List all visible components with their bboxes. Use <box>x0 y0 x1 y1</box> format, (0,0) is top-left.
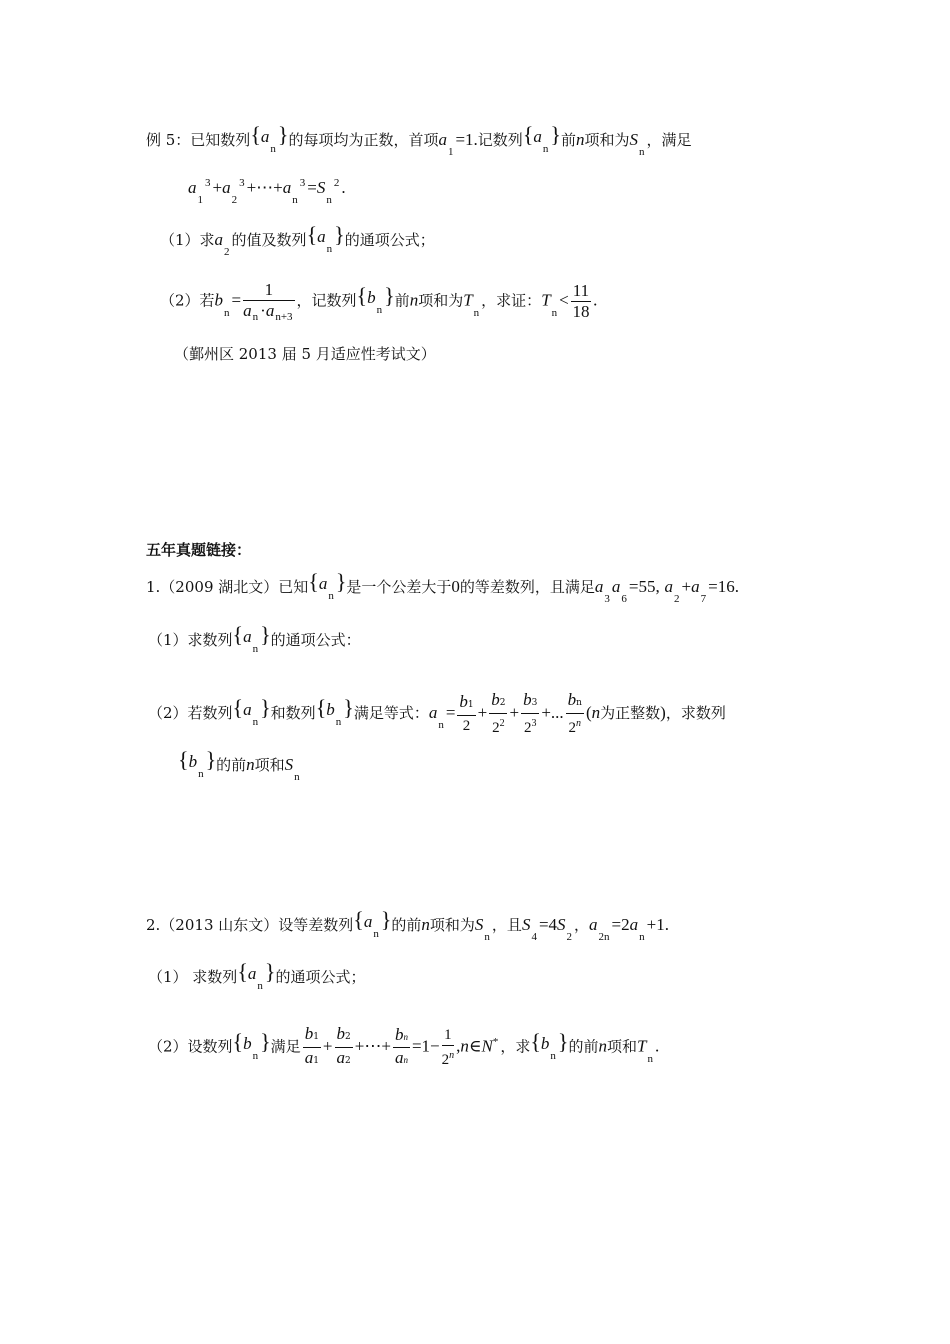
example5-line1: 例 5：已知数列$\{a_n\}$的每项均为正数，首项$a_1=1$.记数列$\{a_n\}$前n项和为$S_n$，满足 <box>146 122 692 158</box>
example5-source: （鄞州区 2013 届 5 月适应性考试文） <box>174 345 436 363</box>
text: （1）求数列 <box>148 631 233 649</box>
text: ，求数列 <box>665 704 726 722</box>
example5-sub2: （2）若$b_n=$ $\frac{1}{a_n \cdot a_{n+3}}$ ，记数列$\{b_n\}$前n项和为$T_n$，求证：$T_n<$ $\frac{11}{18}$ . <box>160 280 598 323</box>
text: 1.（2009 湖北文）已知 <box>146 578 309 596</box>
text: 的通项公式； <box>344 231 435 249</box>
text: 前 <box>560 131 576 149</box>
text: （1） 求数列 <box>148 968 238 986</box>
text: ，且 <box>491 916 522 934</box>
text: 项和为 <box>418 291 464 310</box>
text: （2）设数列 <box>148 1037 233 1056</box>
problem2-sub1: （1） 求数列$\{a_n\}$的通项公式； <box>148 959 366 992</box>
text: 项和为 <box>429 916 475 934</box>
example5-lead: 例 5：已知数列 <box>146 131 251 149</box>
problem1-line1: 1.（2009 湖北文）已知$\{a_n\}$是一个公差大于0的等差数列，且满足$a_3a_6=55$, $a_2+a_7=16$. <box>146 569 739 605</box>
text: ，满足 <box>646 131 692 149</box>
text: 项和 <box>254 756 285 774</box>
text: 的前 <box>568 1037 599 1056</box>
text: 是一个公差大于 <box>346 578 452 596</box>
problem2-sub2: （2）设数列$\{b_n\}$满足 $\frac{b1}{a1}$ + $\frac{b2}{a2}$ +⋯+ $\frac{bn}{an}$ =1− $\frac{1}{2^n}$ ,n∈N* ，求$\{b_n\}$的前n项和$T_n$. <box>148 1024 660 1068</box>
text: ，求证： <box>481 291 542 310</box>
text: （2）若 <box>160 291 215 310</box>
text: 的值及数列 <box>231 231 307 249</box>
formula: $\{a_n\}$ <box>522 122 561 155</box>
problem1-sub2: （2）若数列$\{a_n\}$和数列$\{b_n\}$满足等式：$a_n=$ $\frac{b1}{2}$ + $\frac{b2}{2^2}$ + $\frac{b3}{2^3}$ +... $\frac{bn}{2^n}$ (n为正整数)，求数列 <box>148 690 726 736</box>
text: 的前 <box>391 916 422 934</box>
text: （2）若数列 <box>148 704 233 722</box>
problem2-line1: 2.（2013 山东文）设等差数列$\{a_n\}$的前n项和为$S_n$，且$S_4=4S_2$，$a_{2n}=2a_n+1$. <box>146 907 669 943</box>
text: ，记数列 <box>296 291 357 310</box>
text: 的等差数列，且满足 <box>459 578 595 596</box>
text: 的通项公式； <box>275 968 366 986</box>
problem1-sub1: （1）求数列$\{a_n\}$的通项公式： <box>148 622 361 655</box>
text: 记数列 <box>477 131 523 149</box>
problem1-sub2-cont: $\{b_n\}$的前n项和$S_n$ <box>178 747 300 783</box>
example5-sub1: （1）求$a_2$的值及数列$\{a_n\}$的通项公式； <box>160 222 435 258</box>
text: 项和 <box>606 1037 637 1056</box>
formula: $\{a_n\}$ <box>250 122 289 155</box>
section-heading: 五年真题链接： <box>146 541 252 559</box>
formula: a <box>438 130 447 149</box>
text: ，求 <box>500 1037 531 1056</box>
text: 前 <box>394 291 410 310</box>
text: 项和为 <box>584 131 630 149</box>
text: 的前 <box>216 756 247 774</box>
text: 满足 <box>270 1037 301 1056</box>
text: 和数列 <box>270 704 316 722</box>
fraction: $\frac{11}{18}$ <box>572 281 590 321</box>
text: ， <box>574 916 590 934</box>
example5-line2: $a_1^3 +a_2^3$ $+\cdots+a_n^3 =S_n^2$ . <box>188 177 346 206</box>
text: 的每项均为正数，首项 <box>288 131 439 149</box>
text: 满足等式： <box>353 704 429 722</box>
fraction: $\frac{1}{a_n \cdot a_{n+3}}$ <box>243 280 293 323</box>
text: （1）求 <box>160 231 215 249</box>
text: 为正整数 <box>600 704 661 722</box>
text: 2.（2013 山东文）设等差数列 <box>146 916 354 934</box>
text: 的通项公式： <box>270 631 361 649</box>
